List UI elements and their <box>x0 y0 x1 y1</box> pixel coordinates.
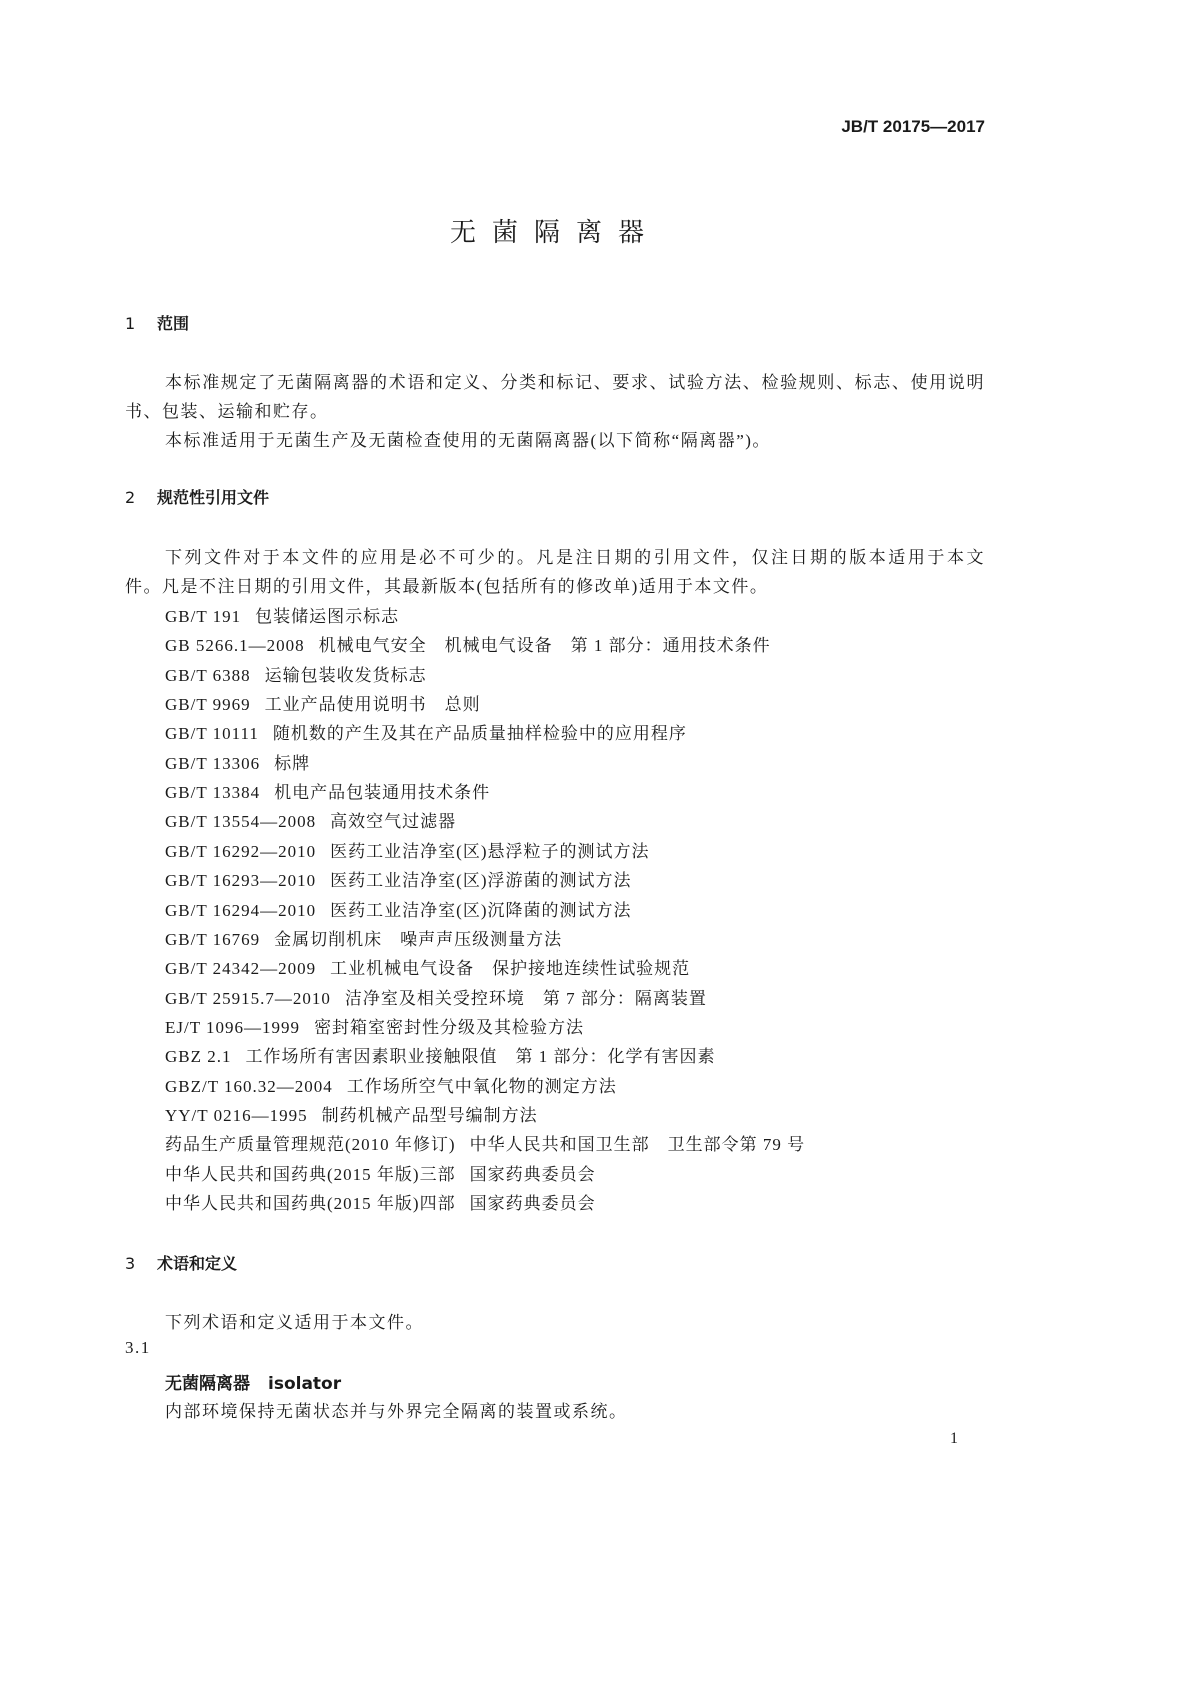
reference-title: 工作场所空气中氧化物的测定方法 <box>346 1076 617 1096</box>
reference-item <box>165 1013 584 1038</box>
reference-item <box>165 1189 596 1214</box>
reference-code: 中华人民共和国药典(2015 年版)三部 <box>165 1164 456 1184</box>
reference-code: GB 5266.1—2008 <box>165 636 305 656</box>
reference-code: YY/T 0216—1995 <box>165 1105 308 1125</box>
reference-title: 工作场所有害因素职业接触限值 第 1 部分：化学有害因素 <box>245 1047 716 1067</box>
reference-code: GB/T 13554—2008 <box>165 812 317 832</box>
reference-item <box>165 661 427 686</box>
reference-code: 中华人民共和国药典(2015 年版)四部 <box>165 1194 456 1213</box>
reference-code: GB/T 16292—2010 <box>165 841 317 861</box>
scope-para1-line2: 书、包装、运输和贮存。 <box>125 402 329 421</box>
reference-item <box>165 866 632 891</box>
reference-code: GBZ 2.1 <box>165 1047 232 1067</box>
reference-title: 国家药典委员会 <box>469 1194 596 1213</box>
reference-title: 机电产品包装通用技术条件 <box>274 783 491 803</box>
reference-title: 中华人民共和国卫生部 卫生部令第 79 号 <box>469 1135 806 1155</box>
reference-title: 运输包装收发货标志 <box>264 665 427 685</box>
reference-code: GB/T 16294—2010 <box>165 900 317 920</box>
document-title: 无菌隔离器 <box>449 218 660 248</box>
section-3-heading <box>125 1251 237 1274</box>
reference-item <box>165 1072 617 1097</box>
reference-code: GB/T 9969 <box>165 695 251 715</box>
reference-item <box>165 896 632 921</box>
reference-title: 包装储运图示标志 <box>255 607 400 626</box>
reference-title: 工业产品使用说明书 总则 <box>264 695 481 715</box>
reference-item <box>165 719 687 744</box>
reference-item <box>165 690 481 715</box>
term-chinese: 无菌隔离器 <box>165 1374 250 1394</box>
terms-intro: 下列术语和定义适用于本文件。 <box>165 1313 424 1332</box>
standard-number: JB/T 20175—2017 <box>841 117 985 136</box>
section-title: 规范性引用文件 <box>157 488 270 507</box>
reference-title: 标牌 <box>274 753 311 773</box>
reference-item <box>165 778 490 803</box>
reference-title: 医药工业洁净室(区)浮游菌的测试方法 <box>330 871 632 891</box>
section-title: 术语和定义 <box>157 1254 238 1273</box>
section-number: 2 <box>125 488 136 507</box>
reference-code: GB/T 16769 <box>165 929 261 949</box>
reference-item <box>165 807 456 832</box>
reference-title: 工业机械电气设备 保护接地连续性试验规范 <box>330 959 691 979</box>
reference-code: GB/T 25915.7—2010 <box>165 988 331 1008</box>
reference-title: 随机数的产生及其在产品质量抽样检验中的应用程序 <box>272 724 687 744</box>
reference-item <box>165 1101 538 1126</box>
reference-title: 制药机械产品型号编制方法 <box>321 1105 538 1125</box>
reference-item <box>165 984 707 1009</box>
section-title: 范围 <box>157 314 190 333</box>
reference-title: 金属切削机床 噪声声压级测量方法 <box>274 929 563 949</box>
reference-item <box>165 925 562 950</box>
reference-title: 机械电气安全 机械电气设备 第 1 部分：通用技术条件 <box>318 636 771 656</box>
reference-code: GB/T 191 <box>165 607 242 626</box>
reference-item <box>165 954 690 979</box>
refs-intro-line1: 下列文件对于本文件的应用是必不可少的。凡是注日期的引用文件，仅注日期的版本适用于本文 <box>165 548 985 567</box>
term-entry <box>165 1369 341 1394</box>
reference-title: 洁净室及相关受控环境 第 7 部分：隔离装置 <box>344 988 707 1008</box>
reference-title: 医药工业洁净室(区)悬浮粒子的测试方法 <box>330 841 650 861</box>
reference-code: GB/T 6388 <box>165 665 251 685</box>
section-1-heading <box>125 311 189 334</box>
reference-item <box>165 837 650 862</box>
scope-para1-line1: 本标准规定了无菌隔离器的术语和定义、分类和标记、要求、试验方法、检验规则、标志、使用说明 <box>165 373 985 392</box>
reference-item <box>165 749 310 774</box>
reference-code: 药品生产质量管理规范(2010 年修订) <box>165 1135 456 1155</box>
reference-code: EJ/T 1096—1999 <box>165 1017 301 1037</box>
section-number: 3 <box>125 1254 136 1273</box>
reference-title: 高效空气过滤器 <box>330 812 457 832</box>
reference-item <box>165 1160 596 1185</box>
subclause-number: 3.1 <box>125 1338 151 1357</box>
reference-item <box>165 1042 716 1067</box>
reference-code: GBZ/T 160.32—2004 <box>165 1076 333 1096</box>
term-definition: 内部环境保持无菌状态并与外界完全隔离的装置或系统。 <box>165 1402 628 1421</box>
reference-item <box>165 1130 805 1155</box>
refs-intro-line2: 件。凡是不注日期的引用文件，其最新版本(包括所有的修改单)适用于本文件。 <box>125 577 769 596</box>
scope-para2: 本标准适用于无菌生产及无菌检查使用的无菌隔离器(以下简称“隔离器”)。 <box>165 431 771 450</box>
page-number: 1 <box>950 1430 958 1447</box>
reference-code: GB/T 16293—2010 <box>165 871 317 891</box>
reference-code: GB/T 13306 <box>165 753 261 773</box>
reference-code: GB/T 24342—2009 <box>165 959 317 979</box>
reference-item <box>165 602 399 627</box>
reference-title: 国家药典委员会 <box>469 1164 596 1184</box>
reference-title: 密封箱室密封性分级及其检验方法 <box>314 1017 585 1037</box>
reference-code: GB/T 10111 <box>165 724 259 744</box>
reference-code: GB/T 13384 <box>165 783 261 803</box>
reference-title: 医药工业洁净室(区)沉降菌的测试方法 <box>330 900 632 920</box>
section-2-heading <box>125 485 269 508</box>
term-english: isolator <box>268 1374 342 1394</box>
reference-item <box>165 631 771 656</box>
section-number: 1 <box>125 314 136 333</box>
